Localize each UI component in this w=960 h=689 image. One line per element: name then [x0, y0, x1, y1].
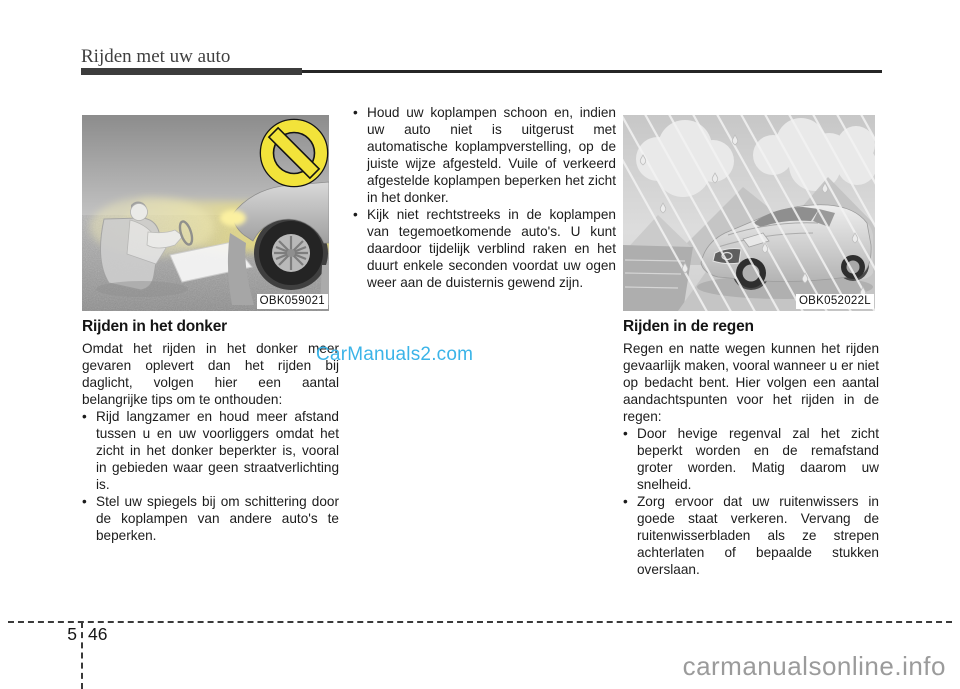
- rain-driving-illustration: [623, 115, 875, 311]
- section-intro-rain: Regen en natte wegen kunnen het rijden gevaarlijk maken, vooral wanneer u er niet op bedacht bent. Hier volgen een aantal aandachtspunten voor het rijden in de regen:: [623, 341, 879, 424]
- section-heading-rain: Rijden in de regen: [623, 318, 754, 335]
- list-item: • Stel uw spiegels bij om schittering door de koplampen van andere auto's te beperken.: [82, 493, 339, 544]
- bullet-list: [353, 104, 616, 291]
- header-rule-thick: [81, 68, 302, 75]
- bullet-list: [82, 408, 339, 544]
- list-item: • Rijd langzamer en houd meer afstand tussen u en uw voorliggers omdat het zicht in het donker beperkter is, vooral in gebieden waar geen straatverlichting is.: [82, 408, 339, 493]
- prohibition-sign-icon: [261, 120, 328, 187]
- figure-night-driving: [82, 115, 329, 311]
- header-rule-thin: [302, 70, 882, 73]
- footer-dashed-divider: [81, 622, 83, 689]
- list-item: • Kijk niet rechtstreeks in de koplampen van tegemoetkomende auto's. U kunt daardoor tijdelijk verblind raken en het duurt enkele seconden voordat uw ogen weer aan de duisternis gewend zijn.: [353, 206, 616, 291]
- column-middle: [353, 104, 616, 291]
- image-code-label: OBK059021: [257, 294, 328, 309]
- night-driving-illustration: [82, 115, 329, 311]
- bullet-marker: [623, 425, 637, 493]
- bullet-marker: [82, 493, 96, 544]
- page-number: 46: [88, 624, 108, 644]
- bullet-list: [623, 425, 879, 578]
- column-right: [623, 115, 879, 578]
- page-title: Rijden met uw auto: [81, 46, 231, 67]
- image-code-label: OBK052022L: [796, 294, 874, 309]
- list-item: • Houd uw koplampen schoon en, indien uw auto niet is uitgerust met automatische koplampverstelling, op de juiste wijze afgesteld. Vuile of verkeerd afgestelde koplampen beperken het zicht in het donker.: [353, 104, 616, 206]
- bullet-marker: [353, 104, 367, 206]
- list-item: • Door hevige regenval zal het zicht beperkt worden en de remafstand groter worden. Matig daarom uw snelheid.: [623, 425, 879, 493]
- water: [623, 245, 693, 311]
- section-intro-dark: Omdat het rijden in het donker meer gevaren oplevert dan het rijden bij daglicht, volgen hier een aantal belangrijke tips om te onthouden:: [82, 341, 339, 407]
- chapter-number: 5: [67, 624, 77, 644]
- column-left: [82, 115, 339, 544]
- bullet-marker: [353, 206, 367, 291]
- bullet-marker: [623, 493, 637, 578]
- list-item: • Zorg ervoor dat uw ruitenwissers in goede staat verkeren. Vervang de ruitenwisserbladen als ze strepen achterlaten of bepaalde stukken overslaan.: [623, 493, 879, 578]
- watermark-carmanuals2: CarManuals2.com: [316, 344, 474, 365]
- headlight: [220, 210, 246, 226]
- watermark-carmanualsonline: carmanualsonline.info: [682, 651, 946, 681]
- footer-dashed-rule: [8, 621, 952, 623]
- section-heading-dark: Rijden in het donker: [82, 318, 227, 335]
- bullet-marker: [82, 408, 96, 493]
- figure-rain-driving: [623, 115, 875, 311]
